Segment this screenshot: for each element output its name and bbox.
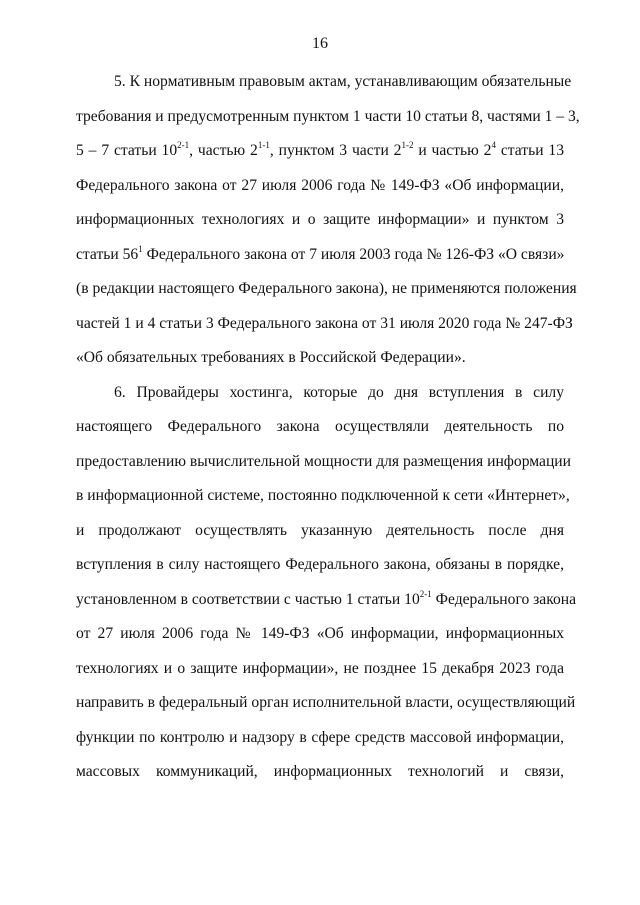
text-line-12: предоставлению вычислительной мощности для размещения информации — [76, 453, 571, 470]
text-line-9: «Об обязательных требованиях в Российской Федерации». — [76, 349, 466, 366]
text-line-4: Федерального закона от 27 июля 2006 года № 149-ФЗ «Об информации, — [76, 177, 564, 194]
text-line-7: (в редакции настоящего Федерального закона), не применяются положения — [76, 280, 577, 297]
text-line-20: функции по контролю и надзору в сфере средств массовой информации, — [76, 729, 564, 746]
superscript: 1 — [138, 243, 143, 254]
text-line-8: частей 1 и 4 статьи 3 Федерального закона от 31 июля 2020 года № 247-ФЗ — [76, 315, 573, 332]
page-number: 16 — [312, 35, 328, 52]
text-line-15: вступления в силу настоящего Федерального закона, обязаны в порядке, — [76, 556, 564, 573]
text-line-1: 5. К нормативным правовым актам, устанавливающим обязательные — [114, 73, 572, 90]
text-line-13: в информационной системе, постоянно подключенной к сети «Интернет», — [76, 487, 570, 504]
superscript: 1-1 — [257, 139, 270, 150]
text-line-3: 5 – 7 статьи 10$^{2-1}$, частью 2$^{1-1}$, пунктом 3 части 2$^{1-2}$ и частью $2^4$ статьи 13 — [76, 139, 565, 159]
text-line-5: информационных технологиях и о защите информации» и пунктом 3 — [76, 211, 564, 228]
text-line-16: установленном в соответствии с частью 1 статьи 10$^{2-1}$ Федерального закона — [76, 588, 577, 608]
text-line-14: и продолжают осуществлять указанную деятельность после дня — [76, 522, 564, 539]
text-line-21: массовых коммуникаций, информационных технологий и связи, — [76, 763, 564, 780]
superscript: 2-1 — [419, 588, 432, 599]
text-line-11: настоящего Федерального закона осуществляли деятельность по — [76, 418, 564, 435]
text-line-19: направить в федеральный орган исполнительной власти, осуществляющий — [76, 694, 576, 711]
text-line-17: от 27 июля 2006 года № 149-ФЗ «Об информации, информационных — [76, 625, 564, 642]
text-line-6: статьи $56^1$ Федерального закона от 7 июля 2003 года № 126-ФЗ «О связи» — [76, 243, 565, 263]
text-line-10: 6. Провайдеры хостинга, которые до дня вступления в силу — [114, 384, 564, 401]
text-line-18: технологиях и о защите информации», не позднее 15 декабря 2023 года — [76, 660, 564, 677]
superscript: 1-2 — [401, 139, 414, 150]
superscript: 4 — [491, 139, 496, 150]
text-line-2: требования и предусмотренным пунктом 1 части 10 статьи 8, частями 1 – 3, — [76, 108, 580, 125]
superscript: 2-1 — [177, 139, 190, 150]
